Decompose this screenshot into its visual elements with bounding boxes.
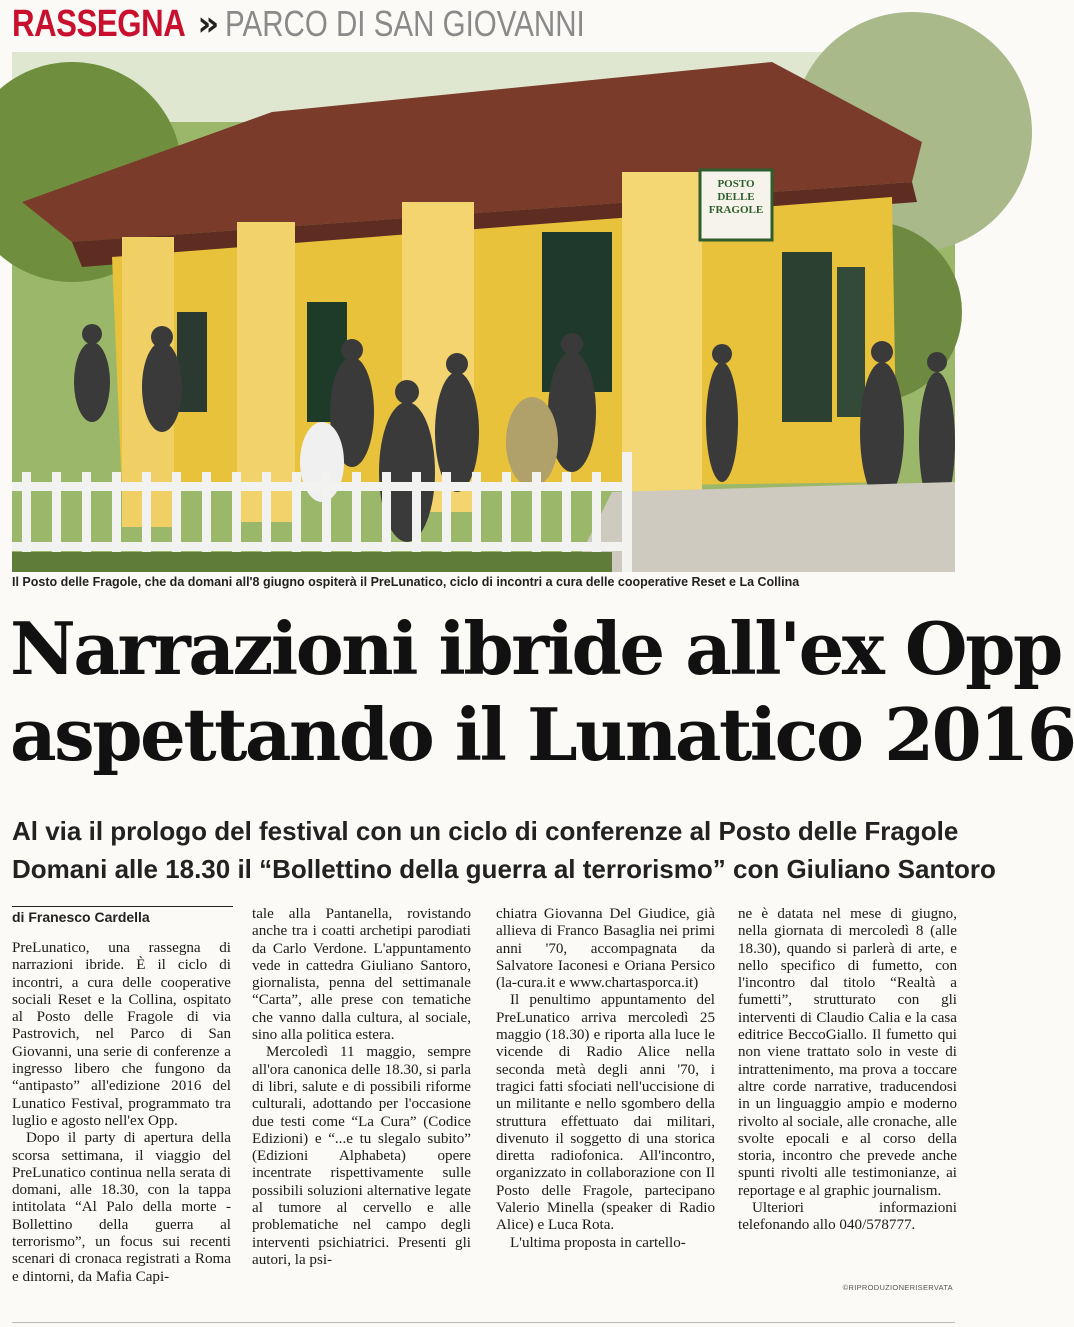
headline bbox=[10, 606, 1074, 778]
section-header bbox=[12, 2, 952, 46]
sign-line: POSTO bbox=[717, 178, 755, 190]
photo-sign bbox=[700, 178, 772, 217]
subheadline-line: Al via il prologo del festival con un ciclo di conferenze al Posto delle Fragole bbox=[12, 816, 959, 846]
paragraph: Mercoledì 11 maggio, sempre all'ora canonica delle 18.30, si parla di libri, salute e di possibili riforme culturali, adottando per l'occasione due testi come “La Cura” (Codice Edizioni) e “...e tu slegalo subito” (Edizioni Alphabeta) opere incentrate rispettivamente sulle possibili soluzioni alternative legate al tumore al cervello e alle problematiche nel campo degli interventi psichiatrici. Presenti gli autori, la psi- bbox=[252, 1044, 471, 1268]
photo-caption: Il Posto delle Fragole, che da domani all'8 giugno ospiterà il PreLunatico, ciclo di incontri a cura delle cooperative Reset e La Collina bbox=[12, 575, 800, 589]
paragraph: chiatra Giovanna Del Giudice, già allieva di Franco Basaglia nei primi anni '70, accompagnata da Salvatore Iaconesi e Oriana Persico (la-cura.it e www.chartasporca.it) bbox=[496, 906, 715, 992]
headline-line: aspettando il Lunatico 2016 bbox=[10, 692, 1074, 777]
photo-illustration bbox=[12, 52, 955, 572]
article-photo bbox=[12, 52, 955, 572]
article-column-2 bbox=[252, 906, 471, 1269]
byline: di Franesco Cardella bbox=[12, 906, 233, 925]
paragraph: PreLunatico, una rassegna di narrazioni ibride. È il ciclo di incontri, a cura delle cooperative sociali Reset e la Collina, ospitato al Posto delle Fragole di via Pastrovich, nel Parco di San Giovanni, una serie di conferenze a ingresso libero che fungono da “antipasto” all'edizione 2016 del Lunatico Festival, programmato tra luglio e agosto nell'ex Opp. bbox=[12, 940, 231, 1129]
subheadline bbox=[12, 812, 996, 888]
section-subtitle: PARCO DI SAN GIOVANNI bbox=[225, 3, 586, 44]
section-name: RASSEGNA bbox=[12, 2, 186, 45]
copyright-notice: ©RIPRODUZIONERISERVATA bbox=[842, 1283, 953, 1292]
paragraph: Dopo il party di apertura della scorsa settimana, il viaggio del PreLunatico continua nella serata di domani, alle 18.30, con la tappa intitolata “Al Palo della morte - Bollettino della guerra al terrorismo”, un focus sui recenti scenari di cronaca registrati a Roma e dintorni, da Mafia Capi- bbox=[12, 1130, 231, 1285]
sign-line: FRAGOLE bbox=[708, 204, 764, 216]
article-column-3 bbox=[496, 906, 715, 1252]
sign-line: DELLE bbox=[717, 191, 755, 203]
divider bbox=[12, 1322, 955, 1323]
subheadline-line: Domani alle 18.30 il “Bollettino della guerra al terrorismo” con Giuliano Santoro bbox=[12, 854, 996, 884]
paragraph: Ulteriori informazioni telefonando allo 040/578777. bbox=[738, 1200, 957, 1234]
headline-line: Narrazioni ibride all'ex Opp bbox=[10, 606, 1061, 691]
paragraph: L'ultima proposta in cartello- bbox=[510, 1234, 686, 1251]
chevron-right-icon: » bbox=[197, 4, 212, 44]
article-column-1 bbox=[12, 940, 231, 1286]
paragraph: tale alla Pantanella, rovistando anche tra i coatti archetipi parodiati da Carlo Verdone. L'appuntamento vede in cattedra Giuliano Santoro, giornalista, penna del settimanale “Carta”, alle prese con tematiche che vanno dalla cultura, al sociale, sino alla politica estera. bbox=[252, 906, 471, 1044]
paragraph: Il penultimo appuntamento del PreLunatico arriva mercoledì 25 maggio (18.30) e riporta alla luce le vicende di Radio Alice nella seconda metà degli anni '70, i tragici fatti sfociati nell'uccisione di un militante e nello sgombero della struttura effettuato dai militari, divenuto il soggetto di una storica diretta radiofonica. All'incontro, organizzato in collaborazione con Il Posto delle Fragole, partecipano Valerio Minella (speaker di Radio Alice) e Luca Rota. bbox=[496, 992, 715, 1234]
article-column-4 bbox=[738, 906, 957, 1235]
paragraph: ne è datata nel mese di giugno, nella giornata di mercoledì 8 (alle 18.30), quando si parlerà di arte, e nello specifico di fumetto, con l'incontro dal titolo “Realtà a fumetti”, strutturato con gli interventi di Claudio Calia e la casa editrice BeccoGiallo. Il fumetto qui non viene trattato solo in veste di intrattenimento, ma prova a toccare altre corde narrative, traducendosi in un linguaggio ampio e moderno rivolto al sociale, alle cronache, alle svolte epocali e al corso della storia, incontro che prevede anche spunti rivolti alle testimonianze, ai reportage e al graphic journalism. bbox=[738, 906, 957, 1199]
